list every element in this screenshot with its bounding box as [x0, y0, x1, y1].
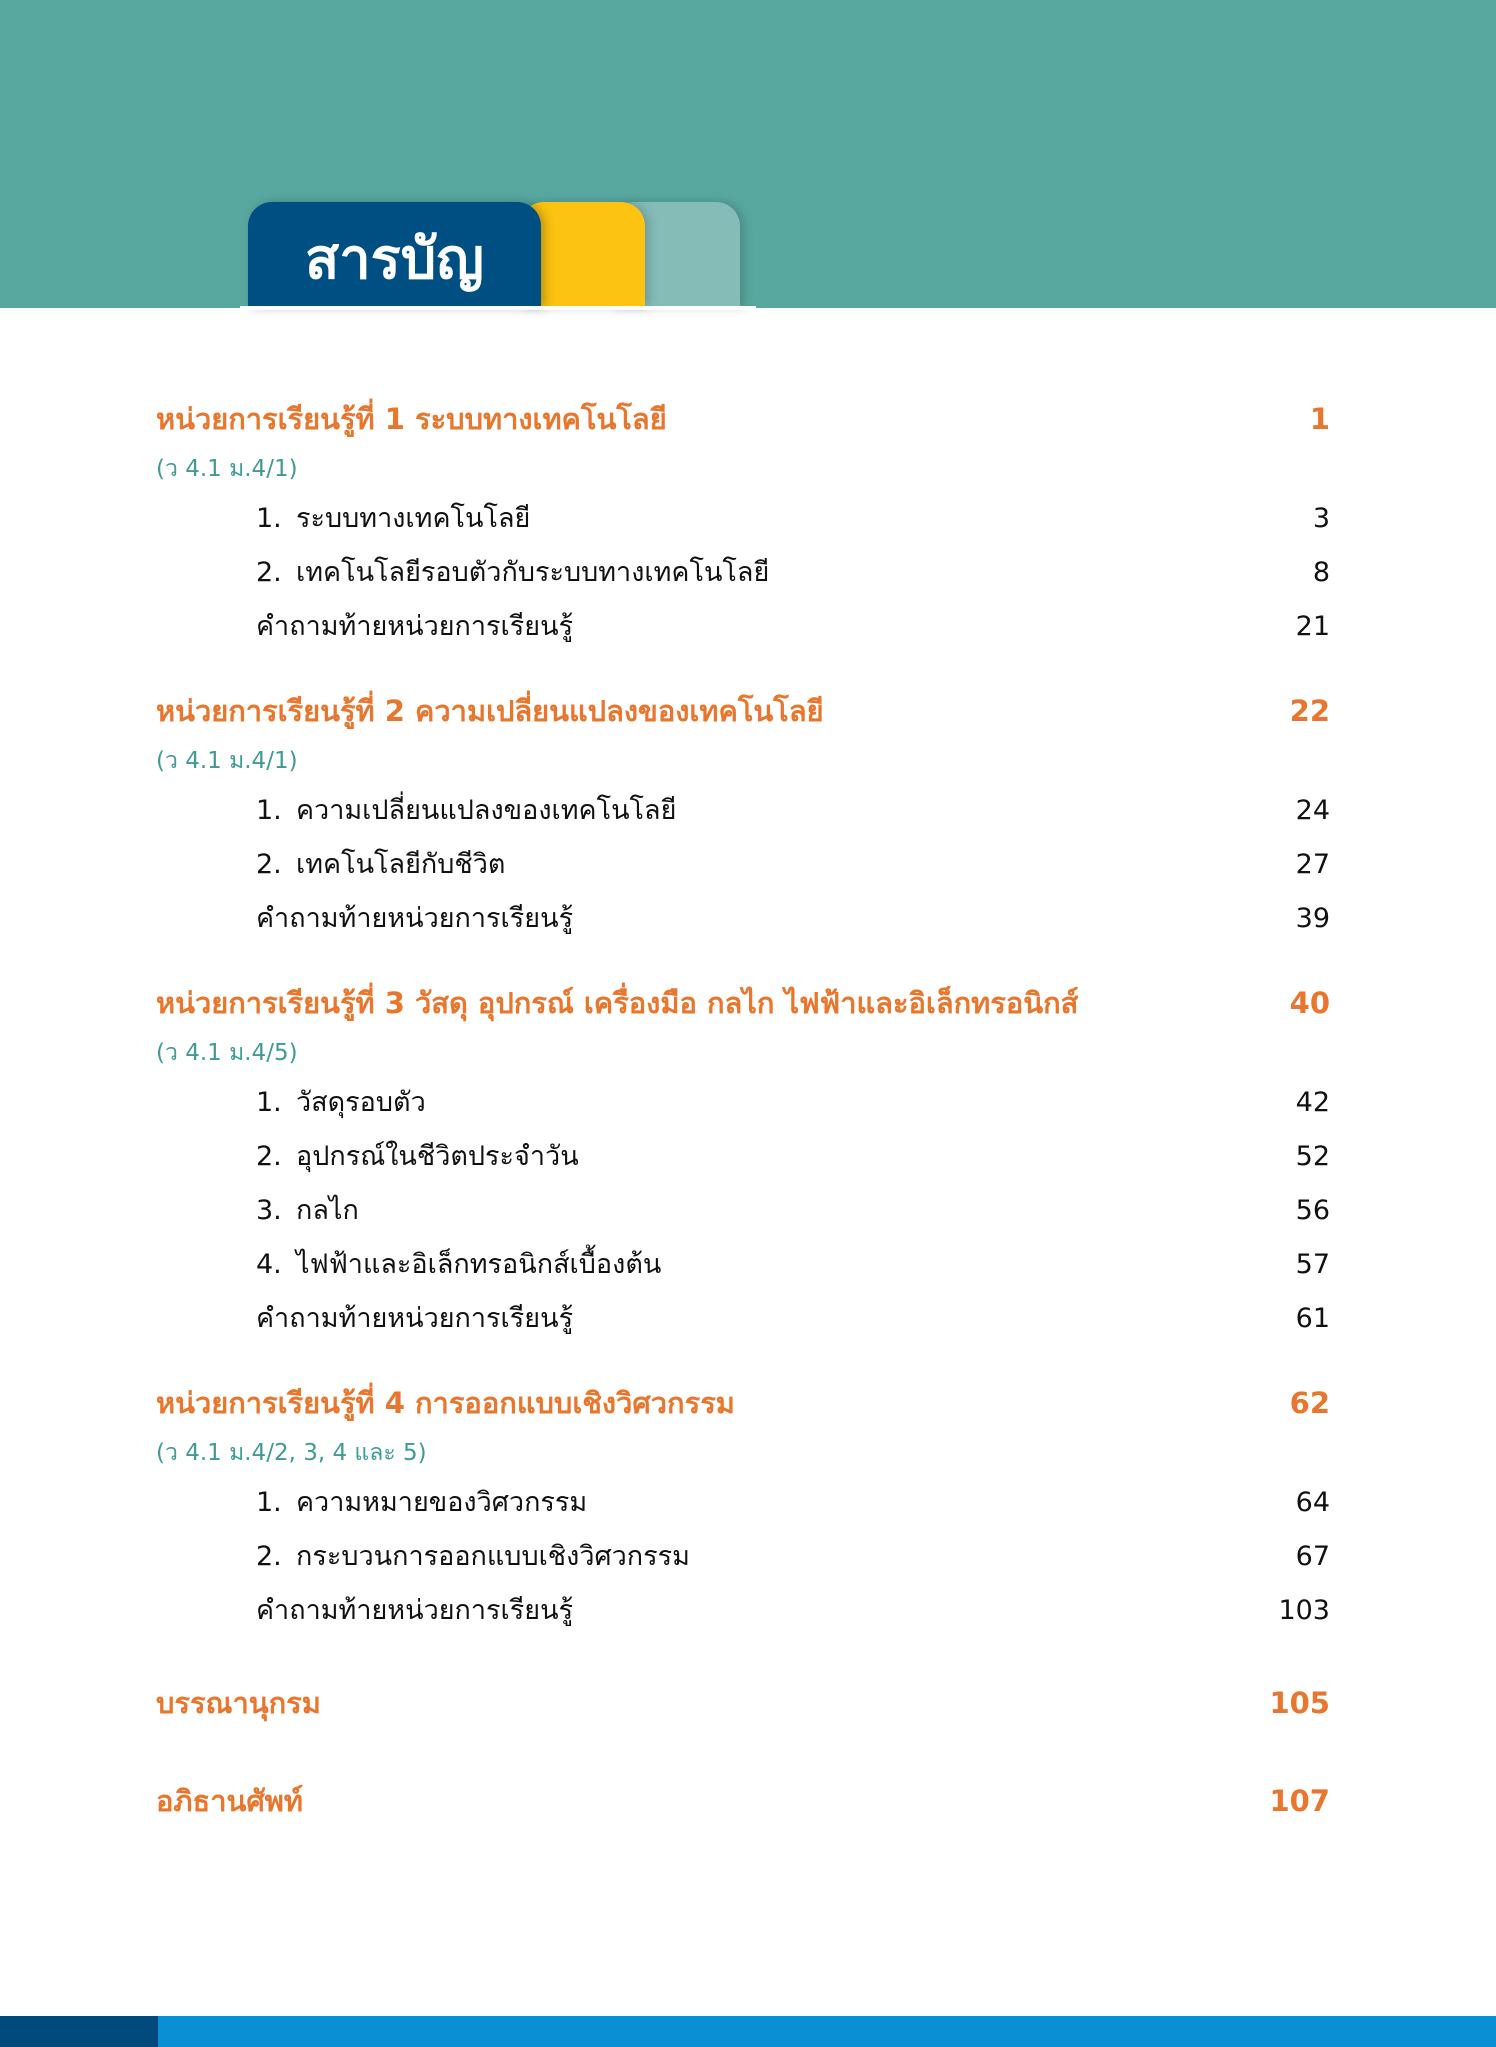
item-page: 3: [1312, 503, 1330, 534]
toc-item[interactable]: [156, 1238, 1330, 1292]
unit-standard-code: (ว 4.1 ม.4/5): [156, 1040, 298, 1066]
toc-unit-heading[interactable]: [156, 684, 1330, 738]
item-page: 57: [1295, 1249, 1330, 1280]
item-number: 2.: [256, 1141, 282, 1172]
item-label: วัสดุรอบตัว: [296, 1087, 426, 1118]
unit-page: 22: [1289, 694, 1330, 728]
item-label: คำถามท้ายหน่วยการเรียนรู้: [256, 903, 574, 934]
item-page: 67: [1295, 1541, 1330, 1572]
item-number: 4.: [256, 1249, 282, 1280]
item-label: เทคโนโลยีรอบตัวกับระบบทางเทคโนโลยี: [296, 557, 770, 588]
item-page: 56: [1295, 1195, 1330, 1226]
toc-unit-2: [156, 684, 1330, 946]
item-page: 27: [1295, 849, 1330, 880]
item-number: 1.: [256, 795, 282, 826]
item-label: ไฟฟ้าและอิเล็กทรอนิกส์เบื้องต้น: [296, 1249, 662, 1280]
toc-unit-heading[interactable]: [156, 392, 1330, 446]
toc-glossary[interactable]: [156, 1774, 1330, 1828]
toc-item-review[interactable]: [156, 600, 1330, 654]
item-page: 103: [1278, 1595, 1330, 1626]
unit-page: 1: [1309, 402, 1330, 436]
item-label: คำถามท้ายหน่วยการเรียนรู้: [256, 1303, 574, 1334]
footer-bar-dark: [0, 2016, 158, 2047]
toc-unit-1: [156, 392, 1330, 654]
footer-bar-light: [158, 2016, 1496, 2047]
toc-item[interactable]: [156, 1184, 1330, 1238]
item-number: 1.: [256, 1087, 282, 1118]
item-label: ความเปลี่ยนแปลงของเทคโนโลยี: [296, 795, 677, 826]
unit-page: 40: [1289, 986, 1330, 1020]
toc-item[interactable]: [156, 1530, 1330, 1584]
toc-unit-heading[interactable]: [156, 1376, 1330, 1430]
page-title: สารบัญ: [305, 226, 484, 292]
header-underline: [240, 306, 756, 310]
item-label: ความหมายของวิศวกรรม: [296, 1487, 588, 1518]
toc-item[interactable]: [156, 492, 1330, 546]
unit-standard-code: (ว 4.1 ม.4/2, 3, 4 และ 5): [156, 1440, 427, 1466]
toc-item[interactable]: [156, 1130, 1330, 1184]
item-page: 42: [1295, 1087, 1330, 1118]
item-label: กลไก: [296, 1195, 359, 1226]
item-page: 64: [1295, 1487, 1330, 1518]
toc-item[interactable]: [156, 546, 1330, 600]
toc-item-review[interactable]: [156, 892, 1330, 946]
unit-standard-code: (ว 4.1 ม.4/1): [156, 748, 298, 774]
toc-item-review[interactable]: [156, 1584, 1330, 1638]
unit-title: หน่วยการเรียนรู้ที่ 2 ความเปลี่ยนแปลงของเทคโนโลยี: [156, 694, 824, 728]
unit-standard-code: (ว 4.1 ม.4/1): [156, 456, 298, 482]
item-page: 24: [1295, 795, 1330, 826]
toc-item[interactable]: [156, 1076, 1330, 1130]
toc-item[interactable]: [156, 1476, 1330, 1530]
table-of-contents: [156, 392, 1330, 1828]
item-number: 2.: [256, 1541, 282, 1572]
extra-title: อภิธานศัพท์: [156, 1784, 303, 1818]
toc-bibliography[interactable]: [156, 1676, 1330, 1730]
item-label: คำถามท้ายหน่วยการเรียนรู้: [256, 611, 574, 642]
item-number: 2.: [256, 849, 282, 880]
item-number: 1.: [256, 1487, 282, 1518]
toc-unit-3: [156, 976, 1330, 1346]
item-label: ระบบทางเทคโนโลยี: [296, 503, 531, 534]
toc-unit-heading[interactable]: [156, 976, 1330, 1030]
item-label: เทคโนโลยีกับชีวิต: [296, 849, 506, 880]
item-number: 1.: [256, 503, 282, 534]
item-page: 61: [1295, 1303, 1330, 1334]
extra-page: 105: [1269, 1686, 1330, 1720]
toc-unit-4: [156, 1376, 1330, 1638]
extra-page: 107: [1269, 1784, 1330, 1818]
item-page: 8: [1312, 557, 1330, 588]
item-label: อุปกรณ์ในชีวิตประจำวัน: [296, 1141, 579, 1172]
toc-item[interactable]: [156, 784, 1330, 838]
unit-page: 62: [1289, 1386, 1330, 1420]
toc-item[interactable]: [156, 838, 1330, 892]
toc-item-review[interactable]: [156, 1292, 1330, 1346]
item-number: 2.: [256, 557, 282, 588]
item-number: 3.: [256, 1195, 282, 1226]
unit-title: หน่วยการเรียนรู้ที่ 1 ระบบทางเทคโนโลยี: [156, 402, 667, 436]
header-tab-title: [248, 202, 541, 308]
item-label: คำถามท้ายหน่วยการเรียนรู้: [256, 1595, 574, 1626]
item-page: 39: [1295, 903, 1330, 934]
unit-title: หน่วยการเรียนรู้ที่ 4 การออกแบบเชิงวิศวกรรม: [156, 1386, 735, 1420]
item-page: 52: [1295, 1141, 1330, 1172]
extra-title: บรรณานุกรม: [156, 1686, 321, 1720]
header-band: [0, 0, 1496, 308]
unit-title: หน่วยการเรียนรู้ที่ 3 วัสดุ อุปกรณ์ เครื่องมือ กลไก ไฟฟ้าและอิเล็กทรอนิกส์: [156, 986, 1079, 1020]
item-label: กระบวนการออกแบบเชิงวิศวกรรม: [296, 1541, 690, 1572]
item-page: 21: [1295, 611, 1330, 642]
